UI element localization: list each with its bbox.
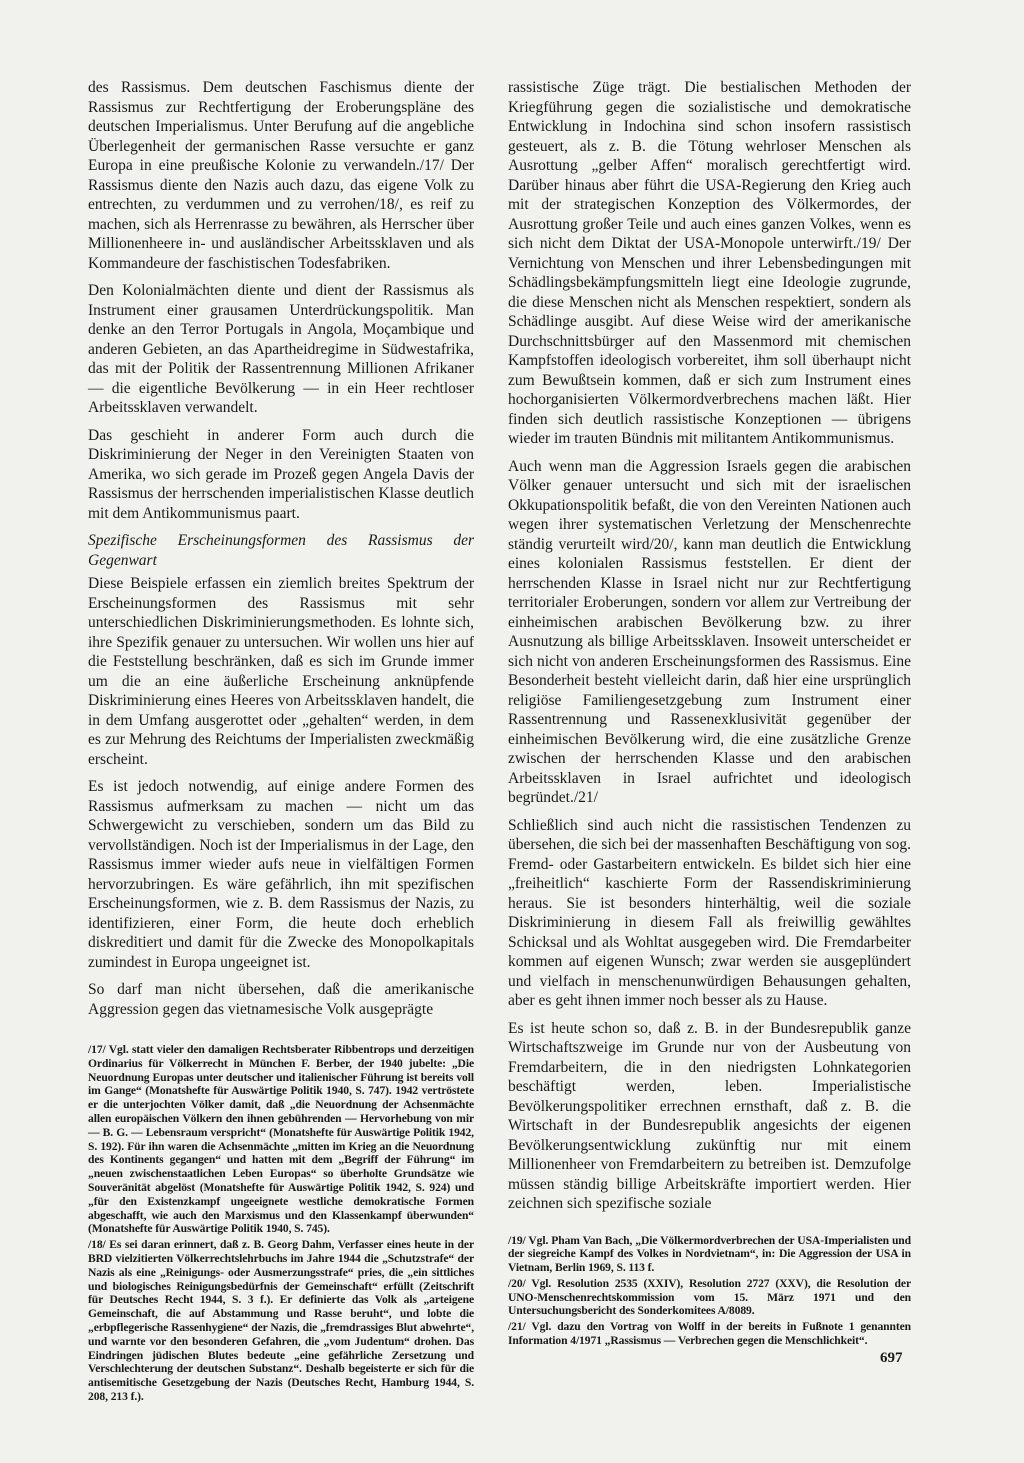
footnote-19: /19/ Vgl. Pham Van Bach, „Die Völkermordverbrechen der USA-Imperialisten und der siegreiche Kampf des Volkes in Nordvietnam“, in: Die Aggression der USA in Vietnam, Berlin 1969, S. 113 f.	[508, 1233, 911, 1275]
paragraph: Den Kolonialmächten diente und dient der Rassismus als Instrument einer grausamen Unterdrückungspolitik. Man denke an den Terror Portugals in Angola, Moçambique und anderen Gebieten, an das Apartheidregime in Südwestafrika, das mit der Politik der Rassentrennung Millionen Afrikaner — die eigentliche Bevölkerung — in ein Heer rechtloser Arbeitssklaven verwandelt.	[88, 282, 474, 416]
paragraph: rassistische Züge trägt. Die bestialischen Methoden der Kriegführung gegen die sozialistische und demokratische Entwicklung in Indochina sind schon insofern rassistisch gesteuert, als z. B. die Tötung wehrloser Menschen als Ausrottung „gelber Affen“ moralisch gerechtfertigt wird. Darüber hinaus aber führt die USA-Regierung den Krieg auch mit der strategischen Konzeption des Völkermordes, der Ausrottung großer Teile und auch eines ganzen Volkes, wenn es sich nicht dem Diktat der USA-Monopole unterwirft./19/ Der Vernichtung von Menschen und ihrer Lebensbedingungen mit Schädlingsbekämpfungsmitteln liegt eine Ideologie zugrunde, die diese Menschen nicht als Menschen respektiert, sondern als Schädlinge ausgibt. Auf diese Weise wird der amerikanische Durchschnittsbürger auf den Massenmord mit chemischen Kampfstoffen ideologisch vorbereitet, ihm soll überhaupt nicht zum Bewußtsein kommen, daß er sich zum Instrument eines hochorganisierten Völkermordverbrechens machen läßt. Hier finden sich deutlich rassistische Konzeptionen — übrigens wieder im trauten Bündnis mit militantem Antikommunismus.	[508, 79, 911, 447]
footnote-20: /20/ Vgl. Resolution 2535 (XXIV), Resolution 2727 (XXV), die Resolution der UNO-Menschenrechtskommission vom 15. März 1971 und den Untersuchungsbericht des Sonderkomitees A/8089.	[508, 1276, 911, 1318]
paragraph: des Rassismus. Dem deutschen Faschismus diente der Rassismus zur Rechtfertigung der Eroberungspläne des deutschen Imperialismus. Unter Berufung auf die angebliche Überlegenheit der germanischen Rasse versuchte er ganz Europa in eine preußische Kolonie zu verwandeln./17/ Der Rassismus diente den Nazis auch dazu, das eigene Volk zu entrechten, zu verdummen und zu verrohen/18/, es reif zu machen, sich als Herrenrasse zu bewähren, als Herrscher über Millionenheere in- und ausländischer Arbeitssklaven und als Kommandeure der faschistischen Todesfabriken.	[88, 79, 474, 272]
section-title: Spezifische Erscheinungsformen des Rassismus der Gegenwart	[88, 532, 474, 569]
paragraph: Das geschieht in anderer Form auch durch die Diskriminierung der Neger in den Vereinigten Staaten von Amerika, wo sich gerade im Prozeß gegen Angela Davis der Rassismus der herrschenden imperialistischen Klasse deutlich mit dem Antikommunismus paart.	[88, 426, 474, 522]
footnotes-right	[508, 1234, 911, 1348]
paragraph: Es ist jedoch notwendig, auf einige andere Formen des Rassismus aufmerksam zu machen — nicht um das Schwergewicht zu verschieben, sondern um das Bild zu vervollständigen. Noch ist der Imperialismus in der Lage, den Rassismus immer wieder aufs neue in vielfältigen Formen hervorzubringen. Es wäre gefährlich, ihn mit spezifischen Erscheinungsformen, wie z. B. dem Rassismus der Nazis, zu identifizieren, einer Form, die heute doch erheblich diskreditiert und damit für die Zwecke des Monopolkapitals zumindest in Europa ungeeignet ist.	[88, 778, 474, 971]
paragraph: Auch wenn man die Aggression Israels gegen die arabischen Völker genauer untersucht und sich mit der israelischen Okkupationspolitik befaßt, die von den Vereinten Nationen auch wegen ihrer systematischen Verletzung der Menschenrechte ständig verurteilt wird/20/, kann man deutlich die Entwicklung eines kolonialen Rassismus feststellen. Er dient der herrschenden Klasse in Israel nicht nur zur Rechtfertigung territorialer Eroberungen, sondern vor allem zur Vertreibung der einheimischen arabischen Bevölkerung bzw. zu ihrer Ausnutzung als billige Arbeitssklaven. Insoweit unterscheidet er sich nicht von anderen Erscheinungsformen des Rassismus. Eine Besonderheit besteht vielleicht darin, daß hier eine ursprünglich religiöse Familiengesetzgebung zum Instrument einer Rassentrennung und Rassenexklusivität gegenüber der einheimischen Bevölkerung wird, die eine zusätzliche Grenze zwischen der herrschenden Klasse und den arabischen Arbeitssklaven in Israel aufrichtet und ideologisch begründet./21/	[508, 457, 911, 806]
paragraph: Schließlich sind auch nicht die rassistischen Tendenzen zu übersehen, die sich bei der massenhaften Beschäftigung von sog. Fremd- oder Gastarbeitern entwickeln. Es bildet sich hier eine „freiheitlich“ kaschierte Form der Rassendiskriminierung heraus. Sie ist besonders hinterhältig, weil die soziale Diskriminierung in diesem Fall als freiwillig gewähltes Schicksal und als Wohltat ausgegeben wird. Die Fremdarbeiter kommen auf eigenen Wunsch; zwar werden sie ausgeplündert und vielfach in menschenunwürdigen Behausungen gehalten, aber es geht ihnen immer noch besser als zu Hause.	[508, 816, 911, 1009]
footnote-17: /17/ Vgl. statt vieler den damaligen Rechtsberater Ribbentrops und derzeitigen Ordinarius für Völkerrecht in München F. Berber, der 1940 jubelte: „Die Neuordnung Europas unter deutscher und italienischer Führung ist bereits voll im Gange“ (Monatshefte für Auswärtige Politik 1940, S. 747). 1942 vertröstete er die unterjochten Völker damit, daß „die Neuordnung der Achsenmächte allen europäischen Völkern den ihnen gebührenden — Hervorhebung von mir — B. G. — Lebensraum verspricht“ (Monatshefte für Auswärtige Politik 1942, S. 192). Für ihn waren die Achsenmächte „mitten im Krieg an die Neuordnung des Kontinents gegangen“ und hatten mit dem „Begriff der Führung“ im „neuen zwischenstaatlichen Leben Europas“ so überholte Grundsätze wie Souveränität abgelöst (Monatshefte für Auswärtige Politik 1942, S. 924) und „für den Existenzkampf ungeeignete westliche demokratische Formen abgeschafft, wie auch den Marxismus und den Klassenkampf überwunden“ (Monatshefte für Auswärtige Politik 1940, S. 745).	[88, 1043, 474, 1236]
paragraph: So darf man nicht übersehen, daß die amerikanische Aggression gegen das vietnamesische Volk ausgeprägte	[88, 981, 474, 1018]
paragraph: Diese Beispiele erfassen ein ziemlich breites Spektrum der Erscheinungsformen des Rassismus mit sehr unterschiedlichen Diskriminierungsmethoden. Es lohnte sich, ihre Spezifik genauer zu untersuchen. Wir wollen uns hier auf die Feststellung beschränken, daß es sich im Grunde immer um die an eine äußerliche Erscheinung anknüpfende Diskriminierung eines Heeres von Arbeitssklaven handelt, die in dem Umfang ausgerottet oder „gehalten“ werden, in dem es zur Mehrung des Reichtums der Imperialisten zweckmäßig erscheint.	[88, 575, 474, 768]
paragraph: Es ist heute schon so, daß z. B. in der Bundesrepublik ganze Wirtschaftszweige im Grunde nur von der Ausbeutung von Fremdarbeitern, die in den niedrigsten Lohnkategorien beschäftigt werden, leben. Imperialistische Bevölkerungspolitiker errechnen ernsthaft, daß z. B. die Wirtschaft in der Bundesrepublik angesichts der eigenen Bevölkerungsentwicklung zukünftig nur mit einem Millionenheer von Fremdarbeitern zu betreiben ist. Demzufolge müssen ständig billige Arbeitskräfte importiert werden. Hier zeichnen sich spezifische soziale	[508, 1019, 911, 1212]
footnote-18: /18/ Es sei daran erinnert, daß z. B. Georg Dahm, Verfasser eines heute in der BRD vielzitierten Völkerrechtslehrbuchs im Jahre 1944 die „Schutzstrafe“ der Nazis als eine „Reinigungs- oder Ausmerzungsstrafe“ pries, die „ein sittliches und biologisches Reinigungsbedürfnis der Gemeinschaft“ erfüllt (Zeitschrift für Deutsches Recht 1944, S. 3 f.). Er definierte das Volk als „arteigene Gemeinschaft, die auf Abstammung und Rasse beruht“, und lobte die „erbpflegerische Rassenhygiene“ der Nazis, die „fremdrassiges Blut abwehrte“, und warnte vor den besonderen Gefahren, die „vom Judentum“ drohen. Das Eindringen jüdischen Blutes bedeute „eine gefährliche Zersetzung und Verschlechterung der deutschen Substanz“. Deshalb begeisterte er sich für die antisemitische Gesetzgebung der Nazis (Deutsches Recht, Hamburg 1944, S. 208, 213 f.).	[88, 1238, 474, 1403]
page-number: 697	[880, 1350, 903, 1366]
right-column	[508, 78, 911, 1350]
left-column	[88, 78, 474, 1406]
footnote-21: /21/ Vgl. dazu den Vortrag von Wolff in der bereits in Fußnote 1 genannten Information 4/1971 „Rassismus — Verbrechen gegen die Menschlichkeit“.	[508, 1320, 911, 1348]
footnotes-left	[88, 1043, 474, 1404]
